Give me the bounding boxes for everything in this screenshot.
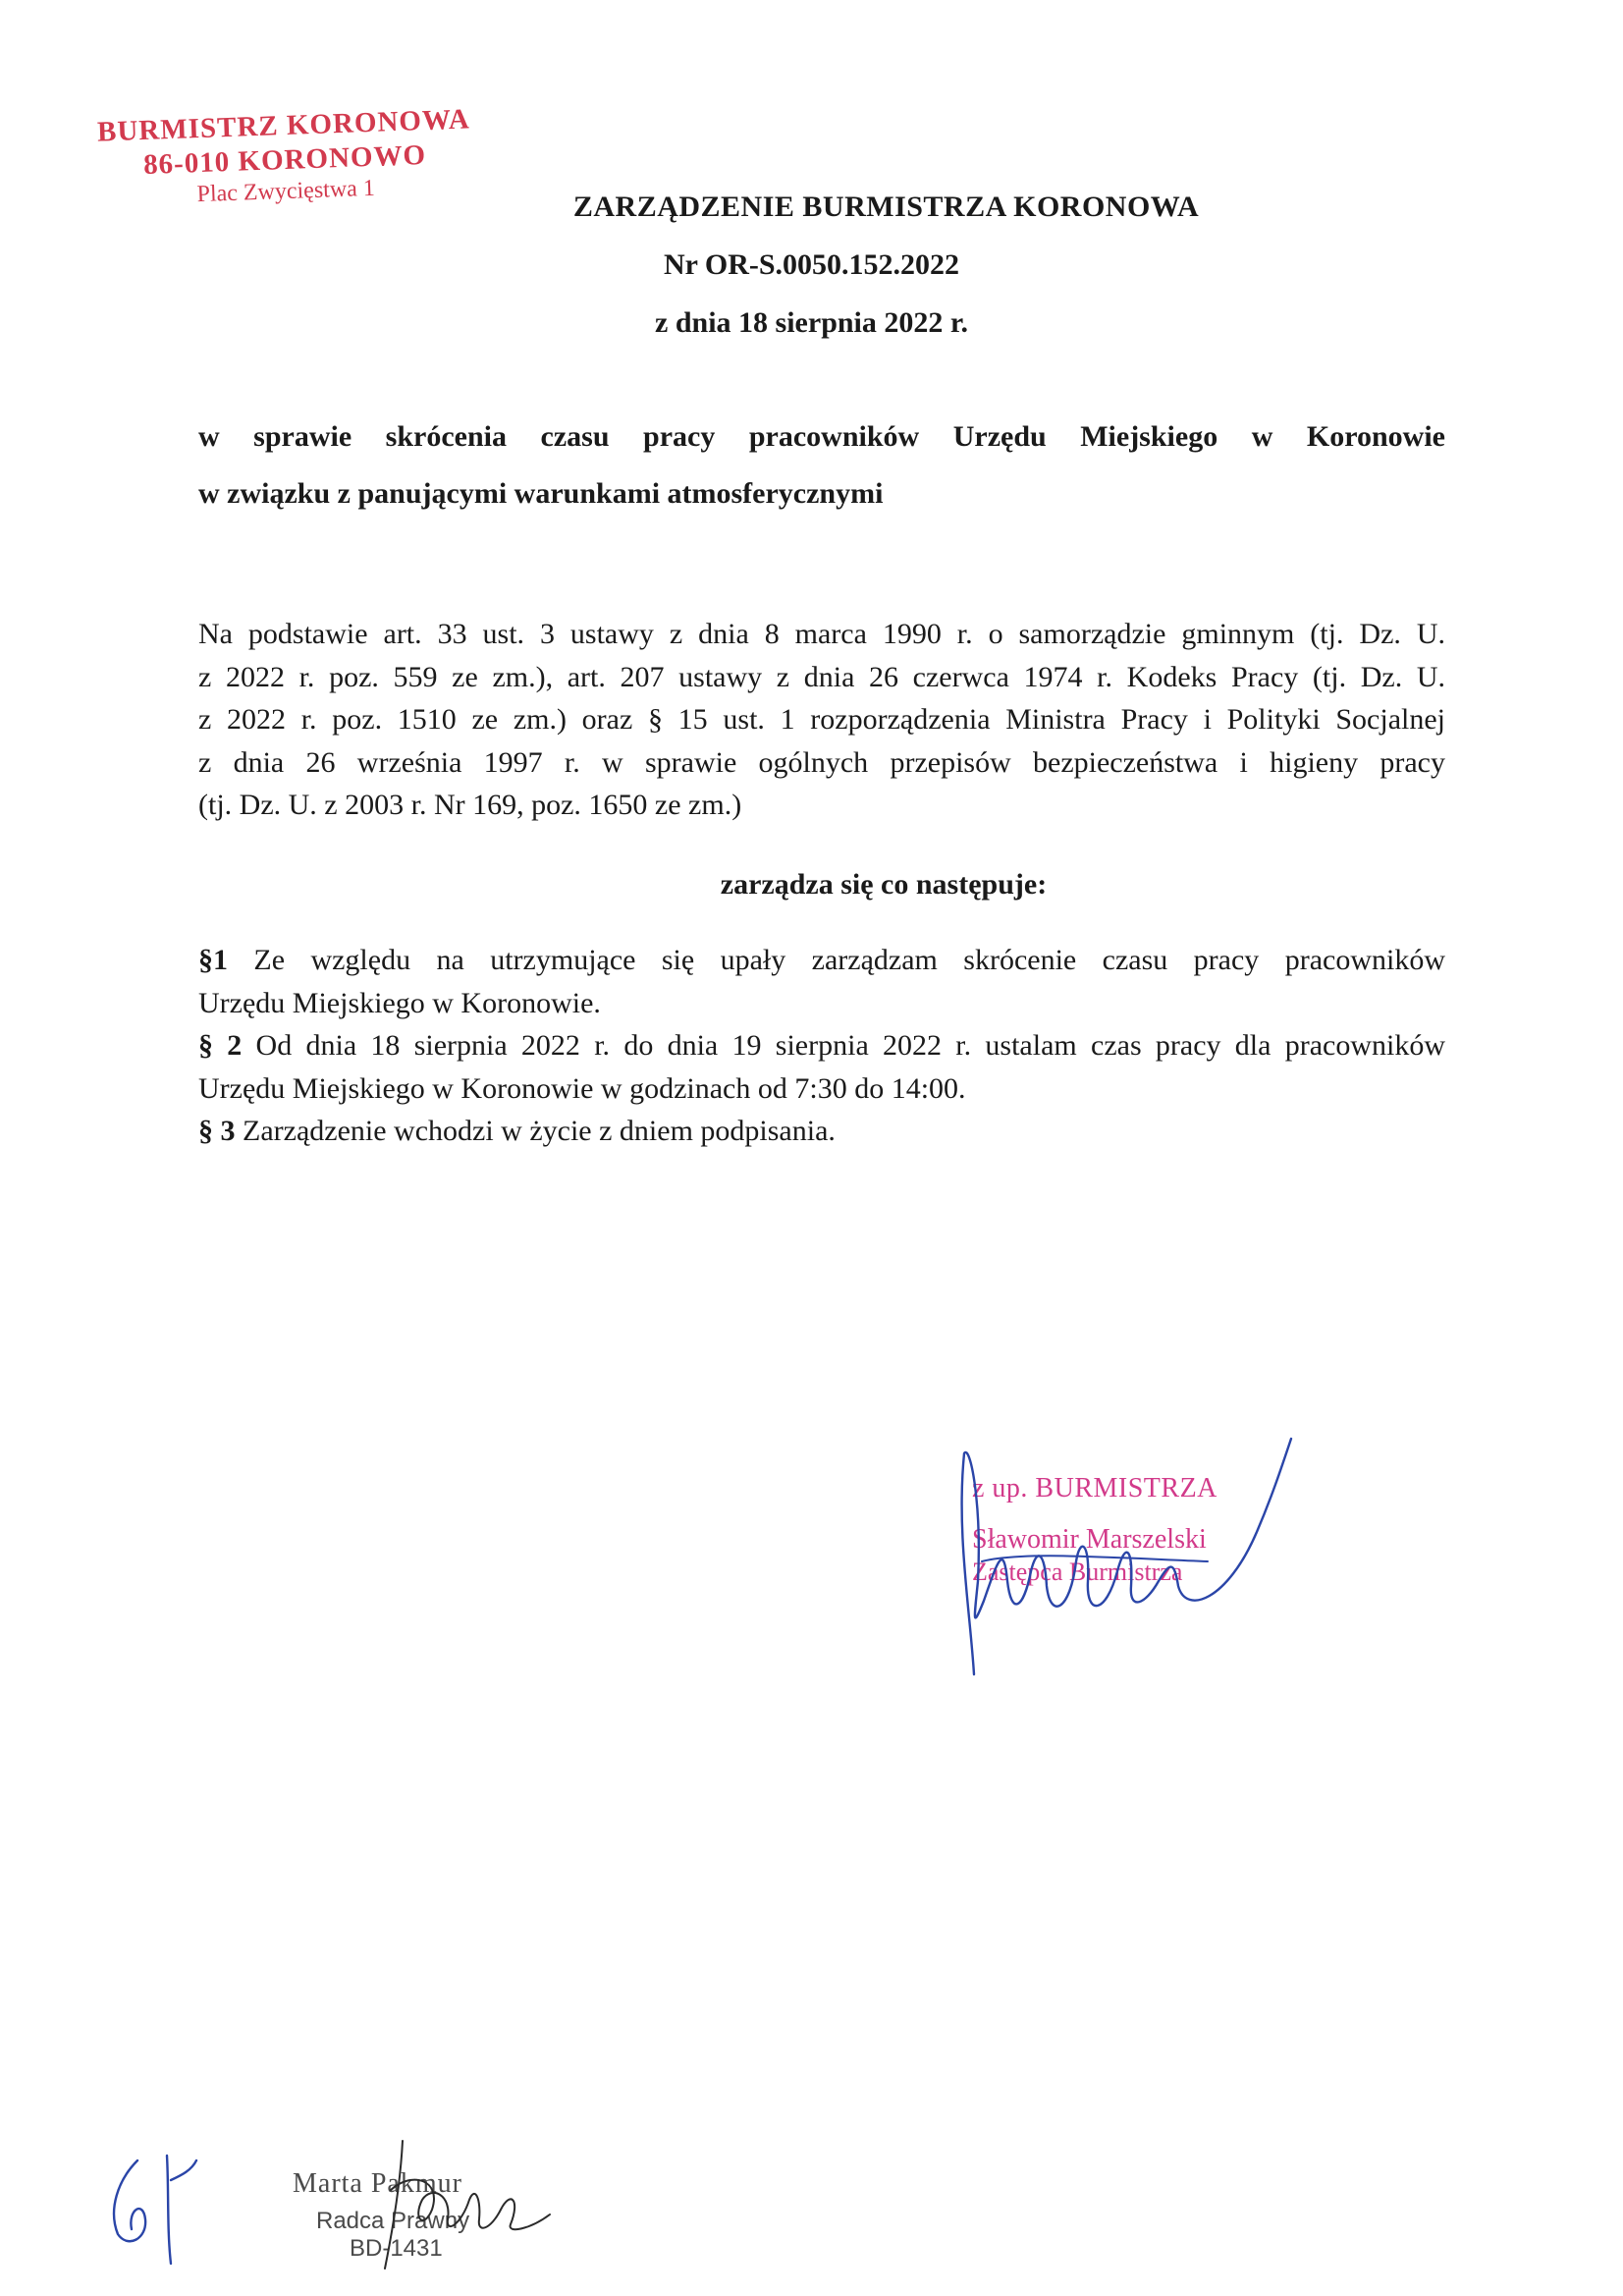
paragraph-2-mark: § 2 <box>198 1029 243 1062</box>
paragraph-3 <box>198 1110 1445 1153</box>
paragraph-1-text: Ze względu na utrzymujące się upały zarządzam skrócenie czasu pracy pracowników <box>228 944 1445 976</box>
handwritten-initials <box>98 2141 216 2269</box>
legal-counsel-name: Marta Pakmur <box>293 2168 462 2199</box>
legal-basis-line: z 2022 r. poz. 1510 ze zm.) oraz § 15 ust. 1 rozporządzenia Ministra Pracy i Polityki Socjalnej <box>198 703 1445 736</box>
office-stamp-line3: Plac Zwycięstwa 1 <box>196 175 376 208</box>
legal-counsel-title: Radca Prawny <box>316 2208 470 2234</box>
subject-line-2: w związku z panującymi warunkami atmosferycznymi <box>198 477 884 510</box>
document-date: z dnia 18 sierpnia 2022 r. <box>655 306 968 339</box>
paragraph-1 <box>198 939 1445 982</box>
handwritten-signature-legal <box>363 2131 560 2278</box>
legal-basis-line: Na podstawie art. 33 ust. 3 ustawy z dnia 8 marca 1990 r. o samorządzie gminnym (tj. Dz. U. <box>198 618 1445 650</box>
decree-paragraphs <box>198 939 1445 1153</box>
document-title: ZARZĄDZENIE BURMISTRZA KORONOWA <box>572 191 1200 223</box>
legal-basis-line: z 2022 r. poz. 559 ze zm.), art. 207 ustawy z dnia 26 czerwca 1974 r. Kodeks Pracy (tj. Dz. U. <box>198 660 1445 693</box>
office-stamp-line2: 86-010 KORONOWO <box>142 138 427 182</box>
legal-basis-line: (tj. Dz. U. z 2003 r. Nr 169, poz. 1650 ze zm.) <box>198 789 742 821</box>
signature-stamp-line2: Sławomir Marszelski <box>972 1524 1207 1555</box>
legal-basis-line: z dnia 26 września 1997 r. w sprawie ogólnych przepisów bezpieczeństwa i higieny pracy <box>198 745 1445 779</box>
subject-line-1: w sprawie skrócenia czasu pracy pracowników Urzędu Miejskiego w Koronowie <box>198 420 1445 453</box>
handwritten-signature-deputy <box>913 1414 1325 1689</box>
paragraph-2-cont: Urzędu Miejskiego w Koronowie w godzinach od 7:30 do 14:00. <box>198 1071 966 1105</box>
signature-stamp-line1: z up. BURMISTRZA <box>972 1473 1217 1503</box>
paragraph-1-cont: Urzędu Miejskiego w Koronowie. <box>198 986 601 1019</box>
legal-basis <box>198 613 1445 827</box>
document-number: Nr OR-S.0050.152.2022 <box>663 248 960 281</box>
paragraph-3-mark: § 3 <box>198 1115 236 1147</box>
legal-counsel-id: BD-1431 <box>350 2235 443 2262</box>
paragraph-2-text: Od dnia 18 sierpnia 2022 r. do dnia 19 sierpnia 2022 r. ustalam czas pracy dla pracowników <box>242 1029 1446 1062</box>
decree-heading: zarządza się co następuje: <box>720 868 1048 901</box>
signature-stamp-line3: Zastępca Burmistrza <box>972 1558 1183 1586</box>
paragraph-2 <box>198 1024 1445 1067</box>
paragraph-1-mark: §1 <box>198 944 228 976</box>
paragraph-3-text: Zarządzenie wchodzi w życie z dniem podpisania. <box>235 1115 836 1147</box>
office-stamp-line1: BURMISTRZ KORONOWA <box>96 103 471 148</box>
